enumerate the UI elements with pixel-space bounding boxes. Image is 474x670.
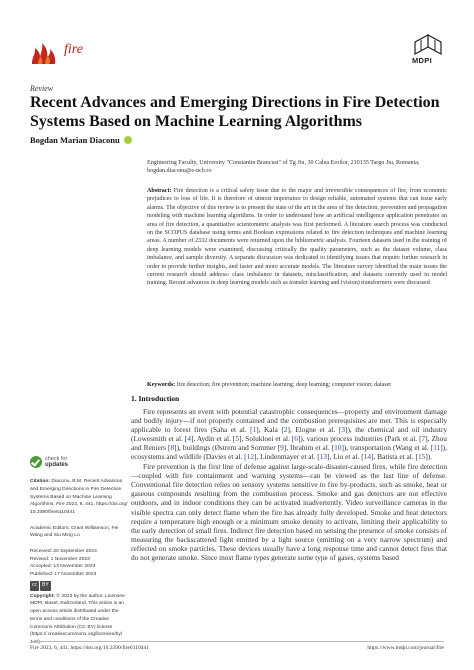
check-for-updates-button[interactable] [30, 456, 68, 468]
citation-link[interactable]: 6 [294, 434, 298, 444]
footer-citation: Fire 2023, 6, 441. https://doi.org/10.3390/fire6110441 [30, 645, 150, 651]
page-footer [30, 645, 444, 651]
footer-journal-url[interactable]: https://www.mdpi.com/journal/fire [367, 645, 444, 651]
citation-label: Citation: [30, 479, 51, 484]
citation-link[interactable]: 2 [283, 425, 288, 435]
citation-link[interactable]: 11 [433, 443, 441, 453]
citation-link[interactable]: 9 [280, 443, 284, 453]
citation-doi[interactable]: 2023, 6, 441. https://doi.org/ 10.3390/fire6110441 [30, 502, 128, 515]
citation-link[interactable]: 13 [319, 452, 327, 462]
copyright-label: Copyright: [30, 593, 55, 599]
article-title: Recent Advances and Emerging Directions in Fire Detection Systems Based on Machine Learning Algorithms [30, 94, 440, 130]
cc-by-license-badge[interactable] [30, 581, 130, 591]
citation-text: Diaconu, B.M. Recent Advances and Emerging Directions in Fire Detection Systems Based on Machine Learning Algorithms. [30, 479, 123, 508]
check-line1: check for [45, 456, 68, 462]
academic-editors: Academic Editors: Grant Williamson, Fei Wang and Siu Ming Lo [30, 525, 119, 539]
citation-link[interactable]: 1 [252, 425, 257, 435]
introduction-heading: 1. Introduction [131, 394, 180, 403]
journal-name: fire [64, 42, 83, 57]
footer-divider [30, 641, 444, 642]
citation-link[interactable]: 10 [334, 443, 342, 453]
copyright [30, 593, 130, 647]
citation-link[interactable]: 14 [363, 452, 372, 462]
check-updates-icon [30, 456, 42, 468]
fire-journal-flame-icon [30, 40, 60, 64]
keywords [147, 381, 447, 389]
citation-link[interactable]: 7 [421, 434, 426, 444]
citation [30, 478, 130, 517]
abstract-text: Fire detection is a critical safety issue due to the major and irreversible consequences of fire, from economic prejudices to loss of life. It is therefore of utmost importance to design reliable, automated systems that can issue early alarms. The objective of this review is to present the state of the art in the area of fire detection, prevention and propagation modeling with machine learning algorithms. In order to understand how an artificial intelligence application penetrates an area of fire detection, a quantitative scientometric analysis was first performed. A literature search process was conducted on the SCOPUS database using terms and Boolean expressions related to fire detection techniques and machine learning areas. A number of 2332 documents were returned upon the bibliometric analysis. Fourteen datasets used in the training of deep learning models were examined, discussing critically the quality parameters, such as the dataset volume, class imbalance, and sample diversity. A separate discussion was dedicated to identifying issues that require further research in order to provide further insights, and faster and more accurate models. The literature survey identified the main issues the current research should address: class imbalance in datasets, misclassification, and datasets currently used in model training. Recent advances in deep learning models such as transfer learning and (vision) transformers were discussed. [147, 188, 447, 287]
date-published: Published: 17 November 2023 [30, 572, 97, 577]
citation-link[interactable]: 12 [246, 452, 254, 462]
keywords-text: fire detection; fire prevention; machine learning; deep learning; computer vision; dataset [176, 382, 391, 388]
publisher-name: MDPI [412, 56, 432, 65]
introduction-body [131, 407, 447, 562]
introduction-paragraph: Fire represents an event with potential catastrophic consequences—property and environment damage and bodily injury—if not properly contained and the combustion prerequisites are met. This is especially applicable to forest fires (Saha et al. [1], Kala [2], Elogne et al. [3]), the chemical and oil industry (Lowesmith et al. [4], Aydin et al. [5], Solukloei et al. [6]), various process industries (Park et al. [7], Zhou and Reniers [8]), buildings (Østrem and Sommer [9], Ibrahim et al. [10]), transportation (Wang et al. [11]), ecosystems and wildlife (Davies et al. [12], Lindenmayer et al. [13], Liu et al. [14], Batista et al. [15]). [131, 407, 447, 462]
orcid-icon[interactable] [124, 136, 132, 144]
date-revised: Revised: 1 November 2023 [30, 556, 90, 562]
article-info-sidebar [30, 478, 130, 647]
citation-link[interactable]: 15 [417, 452, 426, 462]
copyright-text: © 2023 by the author. Licensee MDPI, Basel, Switzerland. This article is an open access article distributed under the terms and conditions of the Creative Commons Attribution (CC BY) license (https:// creativecommons.org/licenses/by/ 4.0/). [30, 593, 125, 645]
date-received: Received: 20 September 2023 [30, 548, 97, 554]
abstract-label: Abstract: [147, 188, 172, 194]
citation-link[interactable]: 5 [235, 434, 240, 444]
author-name[interactable]: Bogdan Marian Diaconu [30, 135, 120, 145]
citation-journal: Fire [56, 502, 65, 508]
date-accepted: Accepted: 13 November 2023 [30, 564, 96, 570]
citation-link[interactable]: 4 [187, 434, 191, 444]
cc-icon: cc [30, 581, 39, 591]
introduction-paragraph: Fire prevention is the first line of defense against large-scale-disaster-caused fires, while fire detection—coupled with fire containment and warning systems—can be viewed as the last line of defense. Conventional fire detection relies on sensory systems sensitive to fire by-products, such as smoke, heat or gaseous compounds resulting from the combustion process. Smoke and gas detectors are not effective outdoors, and in indoor conditions they can be activated inadvertently. Video surveillance cameras in the visible spectra can only detect flame when the fire has already fully developed. Smoke and heat detectors require a temperature high enough or a minimum smoke density to activate, limiting their applicability to the early detection of small fires. Indirect fire detection based on sensing the presence of smoke consists of measuring the backscattered light emitted by a light source (emitting on a very narrow spectrum) and reflected on smoke particles. These devices usually have a long response time and cannot detect fires that do not generate smoke. Since most flame types generate some type of gases, systems based [131, 462, 447, 562]
keywords-label: Keywords: [147, 382, 176, 388]
author-email[interactable]: bogdan.diaconu@e-ucb.ro [147, 168, 212, 175]
affiliation [147, 159, 447, 176]
affiliation-address: Engineering Faculty, University "Constantin Brancusi" of Tg Jiu, 30 Calea Eroilor, 210135 Targu Jiu, Romania; [147, 160, 420, 166]
mdpi-logo-icon [413, 34, 443, 56]
citation-link[interactable]: 8 [170, 443, 175, 453]
article-type: Review [30, 84, 54, 93]
citation-link[interactable]: 3 [341, 425, 345, 435]
author-line [30, 135, 132, 145]
by-icon: BY [40, 581, 51, 591]
check-line2: updates [45, 462, 69, 468]
abstract [147, 187, 447, 288]
